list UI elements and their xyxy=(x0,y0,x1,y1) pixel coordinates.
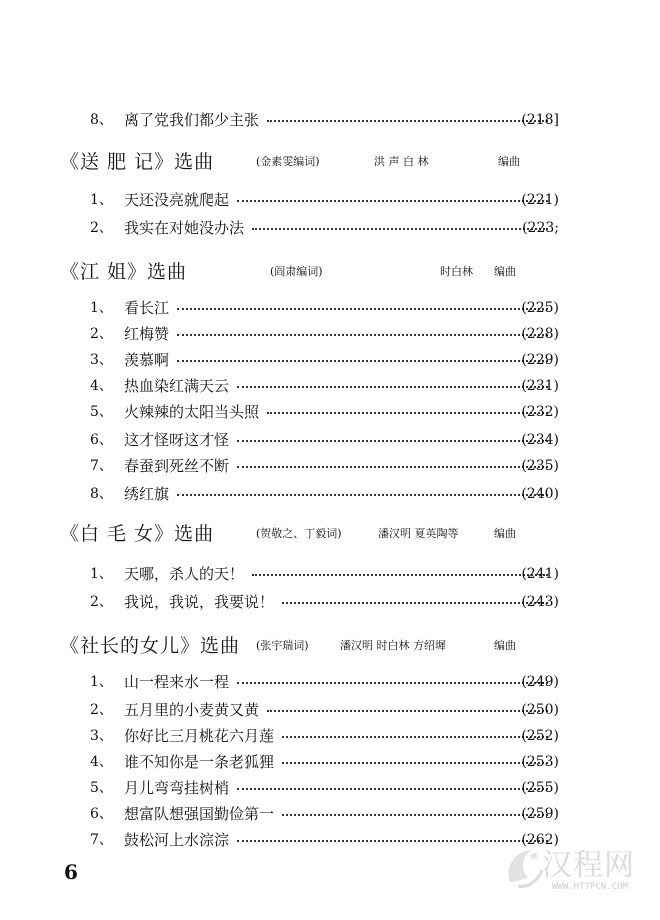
entry-page: (250) xyxy=(521,702,559,718)
entry-number: 2、 xyxy=(90,594,113,610)
entry-page: (232) xyxy=(521,404,559,420)
dot-leader xyxy=(177,308,548,310)
entry-page: (243) xyxy=(521,594,559,610)
entry-title: 山一程来水一程 xyxy=(124,673,230,691)
entry-title: 看长江 xyxy=(124,299,170,317)
toc-entry xyxy=(0,374,660,398)
entry-page: (259) xyxy=(521,806,559,822)
entry-page: (231) xyxy=(521,378,559,394)
entry-title: 春蚕到死丝不断 xyxy=(124,457,230,475)
entry-number: 8、 xyxy=(90,486,113,502)
entry-title: 热血染红满天云 xyxy=(124,377,230,395)
toc-section-heading xyxy=(0,258,660,282)
entry-number: 1、 xyxy=(90,674,113,690)
dot-leader xyxy=(282,736,548,738)
entry-title: 我实在对她没办法 xyxy=(124,219,245,237)
entry-number: 1、 xyxy=(90,300,113,316)
section-title: 《送 肥 记》选曲 xyxy=(60,151,215,173)
entry-page: (225) xyxy=(521,300,559,316)
toc-entry xyxy=(0,400,660,424)
toc-entry xyxy=(0,802,660,826)
dot-leader xyxy=(237,466,548,468)
entry-page: (249) xyxy=(521,674,559,690)
entry-page: (229) xyxy=(521,352,559,368)
dot-leader xyxy=(237,386,548,388)
entry-page: (262) xyxy=(521,832,559,848)
entry-title: 火辣辣的太阳当头照 xyxy=(124,403,260,421)
entry-number: 1、 xyxy=(90,192,113,208)
toc-section-heading xyxy=(0,632,660,656)
entry-number: 8、 xyxy=(90,112,113,128)
section-composers: 潘汉明 夏英陶等 xyxy=(378,527,459,540)
section-lyricist: (贺敬之、丁毅词) xyxy=(256,527,342,540)
section-role: 编曲 xyxy=(498,155,520,168)
entry-number: 4、 xyxy=(90,378,113,394)
toc-entry xyxy=(0,698,660,722)
entry-number: 1、 xyxy=(90,566,113,582)
toc-entry xyxy=(0,428,660,452)
dot-leader xyxy=(267,710,548,712)
entry-title: 羡慕啊 xyxy=(124,351,170,369)
section-role: 编曲 xyxy=(494,639,516,652)
toc-entry xyxy=(0,670,660,694)
page-number: 6 xyxy=(64,860,78,884)
entry-number: 7、 xyxy=(90,458,113,474)
entry-title: 绣红旗 xyxy=(124,485,170,503)
toc-entry xyxy=(0,750,660,774)
dot-leader xyxy=(237,200,548,202)
entry-page: (253) xyxy=(521,754,559,770)
entry-number: 2、 xyxy=(90,702,113,718)
dot-leader xyxy=(267,412,548,414)
dot-leader xyxy=(282,814,548,816)
watermark xyxy=(500,832,650,904)
section-composers: 潘汉明 时白林 方绍墀 xyxy=(340,639,446,652)
toc-entry xyxy=(0,724,660,748)
entry-title: 谁不知你是一条老狐狸 xyxy=(124,753,275,771)
dot-leader xyxy=(237,682,548,684)
section-role: 编曲 xyxy=(494,527,516,540)
entry-number: 3、 xyxy=(90,352,113,368)
entry-page: (235) xyxy=(521,458,559,474)
section-lyricist: (阎肃编词) xyxy=(270,265,323,278)
entry-number: 6、 xyxy=(90,432,113,448)
entry-page: (255) xyxy=(521,780,559,796)
entry-page: (234) xyxy=(521,432,559,448)
entry-title: 天还没亮就爬起 xyxy=(124,191,230,209)
toc-entry xyxy=(0,216,660,240)
entry-title: 月儿弯弯挂树梢 xyxy=(124,779,230,797)
toc-entry xyxy=(0,454,660,478)
toc-entry xyxy=(0,776,660,800)
entry-title: 红梅赞 xyxy=(124,325,170,343)
dot-leader xyxy=(252,574,548,576)
entry-title: 想富队想强国勤俭第一 xyxy=(124,805,275,823)
section-title: 《社长的女儿》选曲 xyxy=(60,635,241,657)
entry-title: 我说，我说，我要说！ xyxy=(124,593,275,611)
section-title: 《白 毛 女》选曲 xyxy=(60,523,215,545)
toc-entry xyxy=(0,482,660,506)
dot-leader xyxy=(237,440,548,442)
toc-entry xyxy=(0,188,660,212)
watermark-text: 汉程网 xyxy=(542,848,635,883)
entry-number: 2、 xyxy=(90,326,113,342)
section-lyricist: (金素雯编词) xyxy=(256,155,320,168)
dot-leader xyxy=(282,602,548,604)
toc-entry xyxy=(0,322,660,346)
entry-title: 五月里的小麦黄又黄 xyxy=(124,701,260,719)
dot-leader xyxy=(282,762,548,764)
dot-leader xyxy=(237,788,548,790)
section-title: 《江 姐》选曲 xyxy=(60,261,188,283)
toc-section-heading xyxy=(0,148,660,172)
entry-page: (240) xyxy=(521,486,559,502)
entry-page: (252) xyxy=(521,728,559,744)
entry-number: 2、 xyxy=(90,220,113,236)
entry-title: 你好比三月桃花六月莲 xyxy=(124,727,275,745)
section-lyricist: (张宇瑞词) xyxy=(256,639,309,652)
watermark-url: WWW.HTTPCN.COM xyxy=(552,882,628,892)
toc-entry xyxy=(0,296,660,320)
entry-number: 5、 xyxy=(90,404,113,420)
entry-number: 6、 xyxy=(90,806,113,822)
dot-leader xyxy=(267,120,548,122)
entry-title: 天哪，杀人的天！ xyxy=(124,565,245,583)
section-composers: 洪 声 白 林 xyxy=(374,155,429,168)
toc-entry xyxy=(0,348,660,372)
entry-page: (228) xyxy=(521,326,559,342)
entry-title: 离了党我们都少主张 xyxy=(124,111,260,129)
entry-page: (241) xyxy=(521,566,559,582)
entry-page: (223; xyxy=(522,220,559,236)
entry-title: 鼓松河上水淙淙 xyxy=(124,831,230,849)
toc-entry xyxy=(0,590,660,614)
toc-section-heading xyxy=(0,520,660,544)
toc-entry xyxy=(0,108,660,132)
dot-leader xyxy=(177,334,548,336)
entry-title: 这才怪呀这才怪 xyxy=(124,431,230,449)
entry-number: 5、 xyxy=(90,780,113,796)
entry-number: 4、 xyxy=(90,754,113,770)
section-role: 编曲 xyxy=(494,265,516,278)
dot-leader xyxy=(252,228,548,230)
dot-leader xyxy=(177,360,548,362)
entry-page: (218] xyxy=(521,112,559,128)
dot-leader xyxy=(177,494,548,496)
toc-entry xyxy=(0,562,660,586)
entry-page: (221) xyxy=(521,192,559,208)
entry-number: 3、 xyxy=(90,728,113,744)
entry-number: 7、 xyxy=(90,832,113,848)
section-composers: 时白林 xyxy=(440,265,473,278)
